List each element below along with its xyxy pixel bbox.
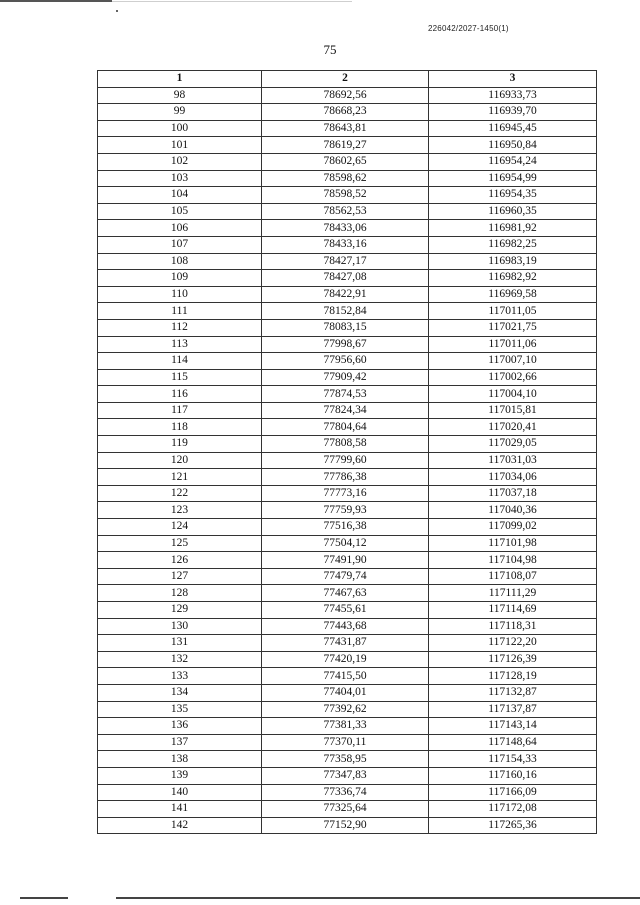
x-coordinate-cell: 78083,15 bbox=[262, 319, 429, 336]
point-number-cell: 139 bbox=[98, 767, 262, 784]
table-row bbox=[98, 684, 597, 701]
table-row bbox=[98, 485, 597, 502]
y-coordinate-cell: 117132,87 bbox=[429, 684, 597, 701]
point-number-cell: 109 bbox=[98, 270, 262, 287]
y-coordinate-cell: 117265,36 bbox=[429, 817, 597, 834]
y-coordinate-cell: 117166,09 bbox=[429, 784, 597, 801]
y-coordinate-cell: 116983,19 bbox=[429, 253, 597, 270]
y-coordinate-cell: 116933,73 bbox=[429, 87, 597, 104]
x-coordinate-cell: 78668,23 bbox=[262, 104, 429, 121]
y-coordinate-cell: 117040,36 bbox=[429, 502, 597, 519]
top-scan-rule bbox=[0, 0, 112, 2]
x-coordinate-cell: 77336,74 bbox=[262, 784, 429, 801]
point-number-cell: 108 bbox=[98, 253, 262, 270]
point-number-cell: 121 bbox=[98, 469, 262, 486]
point-number-cell: 134 bbox=[98, 684, 262, 701]
y-coordinate-cell: 116969,58 bbox=[429, 286, 597, 303]
point-number-cell: 126 bbox=[98, 552, 262, 569]
x-coordinate-cell: 78427,08 bbox=[262, 270, 429, 287]
y-coordinate-cell: 116981,92 bbox=[429, 220, 597, 237]
table-header-row bbox=[98, 71, 597, 88]
top-scan-rule-faint bbox=[112, 1, 352, 2]
table-row bbox=[98, 187, 597, 204]
x-coordinate-cell: 78562,53 bbox=[262, 203, 429, 220]
table-row bbox=[98, 436, 597, 453]
point-number-cell: 100 bbox=[98, 120, 262, 137]
table-row bbox=[98, 568, 597, 585]
x-coordinate-cell: 78152,84 bbox=[262, 303, 429, 320]
bottom-scan-rule-gap bbox=[68, 896, 116, 900]
column-header-2: 2 bbox=[262, 71, 429, 88]
point-number-cell: 137 bbox=[98, 734, 262, 751]
point-number-cell: 104 bbox=[98, 187, 262, 204]
y-coordinate-cell: 117160,16 bbox=[429, 767, 597, 784]
point-number-cell: 131 bbox=[98, 635, 262, 652]
x-coordinate-cell: 77455,61 bbox=[262, 602, 429, 619]
table-body bbox=[98, 87, 597, 834]
y-coordinate-cell: 117126,39 bbox=[429, 651, 597, 668]
x-coordinate-cell: 78598,52 bbox=[262, 187, 429, 204]
table-row bbox=[98, 651, 597, 668]
point-number-cell: 112 bbox=[98, 319, 262, 336]
y-coordinate-cell: 117037,18 bbox=[429, 485, 597, 502]
x-coordinate-cell: 77759,93 bbox=[262, 502, 429, 519]
table-row bbox=[98, 535, 597, 552]
y-coordinate-cell: 117029,05 bbox=[429, 436, 597, 453]
y-coordinate-cell: 117011,05 bbox=[429, 303, 597, 320]
y-coordinate-cell: 117020,41 bbox=[429, 419, 597, 436]
y-coordinate-cell: 117122,20 bbox=[429, 635, 597, 652]
x-coordinate-cell: 77347,83 bbox=[262, 767, 429, 784]
y-coordinate-cell: 116982,92 bbox=[429, 270, 597, 287]
y-coordinate-cell: 117031,03 bbox=[429, 452, 597, 469]
point-number-cell: 110 bbox=[98, 286, 262, 303]
y-coordinate-cell: 117007,10 bbox=[429, 353, 597, 370]
x-coordinate-cell: 77504,12 bbox=[262, 535, 429, 552]
x-coordinate-cell: 77773,16 bbox=[262, 485, 429, 502]
point-number-cell: 103 bbox=[98, 170, 262, 187]
x-coordinate-cell: 77443,68 bbox=[262, 618, 429, 635]
table-row bbox=[98, 336, 597, 353]
table-row bbox=[98, 270, 597, 287]
y-coordinate-cell: 117104,98 bbox=[429, 552, 597, 569]
y-coordinate-cell: 116939,70 bbox=[429, 104, 597, 121]
x-coordinate-cell: 77808,58 bbox=[262, 436, 429, 453]
table-row bbox=[98, 236, 597, 253]
y-coordinate-cell: 117137,87 bbox=[429, 701, 597, 718]
y-coordinate-cell: 116954,24 bbox=[429, 153, 597, 170]
point-number-cell: 129 bbox=[98, 602, 262, 619]
table-row bbox=[98, 353, 597, 370]
x-coordinate-cell: 77786,38 bbox=[262, 469, 429, 486]
y-coordinate-cell: 117099,02 bbox=[429, 519, 597, 536]
point-number-cell: 124 bbox=[98, 519, 262, 536]
x-coordinate-cell: 77431,87 bbox=[262, 635, 429, 652]
y-coordinate-cell: 117154,33 bbox=[429, 751, 597, 768]
y-coordinate-cell: 116945,45 bbox=[429, 120, 597, 137]
x-coordinate-cell: 78643,81 bbox=[262, 120, 429, 137]
x-coordinate-cell: 77874,53 bbox=[262, 386, 429, 403]
y-coordinate-cell: 117015,81 bbox=[429, 402, 597, 419]
table-row bbox=[98, 751, 597, 768]
y-coordinate-cell: 117143,14 bbox=[429, 718, 597, 735]
table-row bbox=[98, 170, 597, 187]
point-number-cell: 113 bbox=[98, 336, 262, 353]
x-coordinate-cell: 77325,64 bbox=[262, 801, 429, 818]
point-number-cell: 98 bbox=[98, 87, 262, 104]
x-coordinate-cell: 77824,34 bbox=[262, 402, 429, 419]
y-coordinate-cell: 117108,07 bbox=[429, 568, 597, 585]
column-header-3: 3 bbox=[429, 71, 597, 88]
x-coordinate-cell: 78692,56 bbox=[262, 87, 429, 104]
y-coordinate-cell: 117128,19 bbox=[429, 668, 597, 685]
x-coordinate-cell: 77516,38 bbox=[262, 519, 429, 536]
table-row bbox=[98, 635, 597, 652]
table-row bbox=[98, 452, 597, 469]
x-coordinate-cell: 77956,60 bbox=[262, 353, 429, 370]
x-coordinate-cell: 78422,91 bbox=[262, 286, 429, 303]
table-row bbox=[98, 104, 597, 121]
point-number-cell: 99 bbox=[98, 104, 262, 121]
y-coordinate-cell: 117148,64 bbox=[429, 734, 597, 751]
y-coordinate-cell: 117101,98 bbox=[429, 535, 597, 552]
point-number-cell: 141 bbox=[98, 801, 262, 818]
table-row bbox=[98, 602, 597, 619]
point-number-cell: 101 bbox=[98, 137, 262, 154]
table-row bbox=[98, 784, 597, 801]
table-row bbox=[98, 817, 597, 834]
x-coordinate-cell: 77415,50 bbox=[262, 668, 429, 685]
x-coordinate-cell: 78427,17 bbox=[262, 253, 429, 270]
y-coordinate-cell: 116950,84 bbox=[429, 137, 597, 154]
x-coordinate-cell: 77152,90 bbox=[262, 817, 429, 834]
table-row bbox=[98, 419, 597, 436]
x-coordinate-cell: 77491,90 bbox=[262, 552, 429, 569]
x-coordinate-cell: 77404,01 bbox=[262, 684, 429, 701]
y-coordinate-cell: 116982,25 bbox=[429, 236, 597, 253]
table-row bbox=[98, 319, 597, 336]
table-row bbox=[98, 303, 597, 320]
point-number-cell: 128 bbox=[98, 585, 262, 602]
document-number: 226042/2027-1450(1) bbox=[428, 24, 509, 33]
x-coordinate-cell: 77467,63 bbox=[262, 585, 429, 602]
point-number-cell: 133 bbox=[98, 668, 262, 685]
point-number-cell: 114 bbox=[98, 353, 262, 370]
table-row bbox=[98, 286, 597, 303]
point-number-cell: 119 bbox=[98, 436, 262, 453]
x-coordinate-cell: 77370,11 bbox=[262, 734, 429, 751]
table-row bbox=[98, 402, 597, 419]
table-row bbox=[98, 618, 597, 635]
table-row bbox=[98, 253, 597, 270]
table-row bbox=[98, 203, 597, 220]
x-coordinate-cell: 77804,64 bbox=[262, 419, 429, 436]
table-row bbox=[98, 386, 597, 403]
y-coordinate-cell: 117021,75 bbox=[429, 319, 597, 336]
table-row bbox=[98, 668, 597, 685]
column-header-1: 1 bbox=[98, 71, 262, 88]
table-row bbox=[98, 767, 597, 784]
table-row bbox=[98, 519, 597, 536]
scan-speck bbox=[116, 10, 118, 12]
y-coordinate-cell: 117034,06 bbox=[429, 469, 597, 486]
point-number-cell: 120 bbox=[98, 452, 262, 469]
point-number-cell: 142 bbox=[98, 817, 262, 834]
point-number-cell: 111 bbox=[98, 303, 262, 320]
table-row bbox=[98, 153, 597, 170]
point-number-cell: 130 bbox=[98, 618, 262, 635]
y-coordinate-cell: 117118,31 bbox=[429, 618, 597, 635]
y-coordinate-cell: 116960,35 bbox=[429, 203, 597, 220]
point-number-cell: 102 bbox=[98, 153, 262, 170]
y-coordinate-cell: 117111,29 bbox=[429, 585, 597, 602]
point-number-cell: 118 bbox=[98, 419, 262, 436]
table-row bbox=[98, 718, 597, 735]
point-number-cell: 105 bbox=[98, 203, 262, 220]
point-number-cell: 135 bbox=[98, 701, 262, 718]
point-number-cell: 125 bbox=[98, 535, 262, 552]
table-row bbox=[98, 585, 597, 602]
point-number-cell: 132 bbox=[98, 651, 262, 668]
x-coordinate-cell: 77392,62 bbox=[262, 701, 429, 718]
x-coordinate-cell: 78602,65 bbox=[262, 153, 429, 170]
x-coordinate-cell: 77358,95 bbox=[262, 751, 429, 768]
point-number-cell: 122 bbox=[98, 485, 262, 502]
x-coordinate-cell: 77420,19 bbox=[262, 651, 429, 668]
page-number: 75 bbox=[323, 42, 337, 57]
x-coordinate-cell: 77998,67 bbox=[262, 336, 429, 353]
y-coordinate-cell: 117002,66 bbox=[429, 369, 597, 386]
table-row bbox=[98, 552, 597, 569]
point-number-cell: 123 bbox=[98, 502, 262, 519]
table-row bbox=[98, 220, 597, 237]
table-row bbox=[98, 120, 597, 137]
x-coordinate-cell: 78598,62 bbox=[262, 170, 429, 187]
y-coordinate-cell: 117114,69 bbox=[429, 602, 597, 619]
y-coordinate-cell: 116954,99 bbox=[429, 170, 597, 187]
y-coordinate-cell: 116954,35 bbox=[429, 187, 597, 204]
y-coordinate-cell: 117172,08 bbox=[429, 801, 597, 818]
table-row bbox=[98, 469, 597, 486]
table-row bbox=[98, 87, 597, 104]
x-coordinate-cell: 77479,74 bbox=[262, 568, 429, 585]
table-row bbox=[98, 502, 597, 519]
point-number-cell: 127 bbox=[98, 568, 262, 585]
point-number-cell: 107 bbox=[98, 236, 262, 253]
x-coordinate-cell: 77381,33 bbox=[262, 718, 429, 735]
y-coordinate-cell: 117011,06 bbox=[429, 336, 597, 353]
table-row bbox=[98, 701, 597, 718]
point-number-cell: 140 bbox=[98, 784, 262, 801]
point-number-cell: 117 bbox=[98, 402, 262, 419]
y-coordinate-cell: 117004,10 bbox=[429, 386, 597, 403]
table-row bbox=[98, 369, 597, 386]
point-number-cell: 106 bbox=[98, 220, 262, 237]
point-number-cell: 138 bbox=[98, 751, 262, 768]
x-coordinate-cell: 78433,06 bbox=[262, 220, 429, 237]
x-coordinate-cell: 77799,60 bbox=[262, 452, 429, 469]
point-number-cell: 115 bbox=[98, 369, 262, 386]
point-number-cell: 116 bbox=[98, 386, 262, 403]
table-row bbox=[98, 801, 597, 818]
table-row bbox=[98, 734, 597, 751]
coordinates-table bbox=[97, 70, 597, 834]
x-coordinate-cell: 77909,42 bbox=[262, 369, 429, 386]
x-coordinate-cell: 78619,27 bbox=[262, 137, 429, 154]
x-coordinate-cell: 78433,16 bbox=[262, 236, 429, 253]
point-number-cell: 136 bbox=[98, 718, 262, 735]
table-row bbox=[98, 137, 597, 154]
